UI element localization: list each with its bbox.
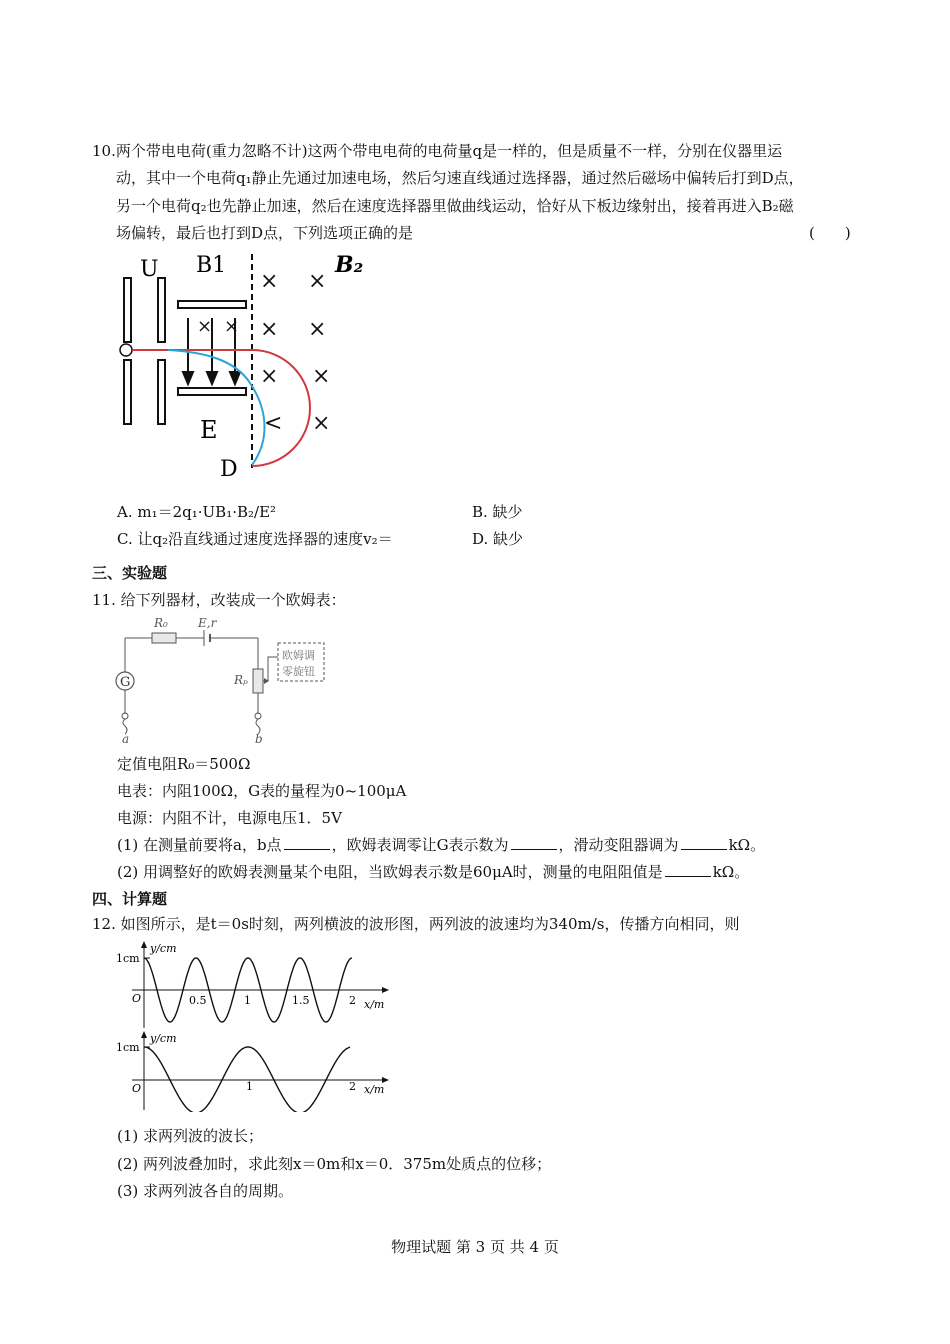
section-4-heading: 四、计算题 bbox=[92, 890, 168, 908]
g2-tick-1: 1 bbox=[246, 1080, 253, 1093]
blank-2 bbox=[511, 835, 557, 850]
page-footer: 物理试题 第 3 页 共 4 页 bbox=[391, 1238, 559, 1256]
g2-amp: 1cm bbox=[116, 1041, 140, 1054]
g1-tick-2: 2 bbox=[349, 994, 356, 1007]
blank-4 bbox=[665, 862, 711, 877]
g1-xlabel: x/m bbox=[364, 998, 385, 1011]
q10-line-2: 动，其中一个电荷q₁静止先通过加速电场，然后匀速直线通过选择器，通过然后磁场中偏转后打到D点， bbox=[116, 169, 804, 187]
g2-xlabel: x/m bbox=[364, 1083, 385, 1096]
q11-r0: 定值电阻R₀＝500Ω bbox=[117, 755, 251, 773]
cross-6: × bbox=[312, 364, 331, 389]
label-E: E bbox=[200, 416, 218, 444]
label-B1: B1 bbox=[196, 253, 227, 278]
wave-graph-1 bbox=[112, 940, 392, 1032]
q11-stem: 11. 给下列器材，改装成一个欧姆表： bbox=[92, 591, 346, 609]
q12-sub-2: (2) 两列波叠加时，求此刻x＝0m和x＝0．375m处质点的位移； bbox=[117, 1155, 552, 1173]
wave-graph-2 bbox=[112, 1030, 392, 1112]
answer-parentheses: ( ) bbox=[809, 224, 851, 242]
cross-b1-2: × bbox=[224, 316, 240, 337]
q11-meter: 电表：内阻100Ω，G表的量程为0~100μA bbox=[117, 782, 407, 800]
q11-p2-b: kΩ。 bbox=[712, 863, 750, 881]
label-Er: E,r bbox=[198, 616, 217, 630]
option-b: B. 缺少 bbox=[472, 503, 523, 521]
g1-origin: O bbox=[132, 992, 142, 1005]
blue-particle-path bbox=[168, 350, 265, 465]
right-plate-lower bbox=[158, 360, 165, 424]
ohmmeter-circuit bbox=[110, 612, 340, 747]
q12-sub-3: (3) 求两列波各自的周期。 bbox=[117, 1182, 294, 1200]
source-hole bbox=[120, 344, 132, 356]
q10-line-4: 场偏转，最后也打到D点，下列选项正确的是 bbox=[116, 224, 414, 242]
option-c: C. 让q₂沿直线通过速度选择器的速度v₂＝ bbox=[117, 530, 393, 548]
option-a: A. m₁＝2q₁·UB₁·B₂/E² bbox=[117, 503, 277, 521]
q11-p1-d: kΩ。 bbox=[728, 836, 766, 854]
cross-1: × bbox=[260, 269, 279, 294]
g2-tick-2: 2 bbox=[349, 1080, 356, 1093]
q11-source: 电源：内阻不计，电源电压1．5V bbox=[117, 809, 342, 827]
q12-sub-1: (1) 求两列波的波长； bbox=[117, 1127, 264, 1145]
label-G: G bbox=[120, 675, 131, 690]
mass-spectrometer-figure bbox=[110, 248, 370, 488]
selector-bottom-plate bbox=[178, 388, 246, 395]
section-3-heading: 三、实验题 bbox=[92, 564, 168, 582]
g1-tick-1: 1 bbox=[244, 994, 251, 1007]
label-D: D bbox=[220, 457, 238, 482]
selector-top-plate bbox=[178, 301, 246, 308]
label-B2: B₂ bbox=[335, 252, 364, 278]
g2-origin: O bbox=[132, 1082, 142, 1095]
knob-label-2: 零旋钮 bbox=[282, 665, 315, 678]
option-d: D. 缺少 bbox=[472, 530, 524, 548]
q11-part-1 bbox=[117, 834, 765, 855]
blank-1 bbox=[284, 835, 330, 850]
q11-p1-c: ，滑动变阻器调为 bbox=[558, 836, 679, 854]
q11-p1-a: (1) 在测量前要将a，b点 bbox=[117, 836, 282, 854]
label-R0: R₀ bbox=[154, 616, 168, 630]
knob-label-1: 欧姆调 bbox=[282, 649, 315, 662]
left-plate-lower bbox=[124, 360, 131, 424]
q11-p1-b: ，欧姆表调零让G表示数为 bbox=[331, 836, 509, 854]
label-Rp: Rₚ bbox=[234, 673, 248, 687]
q10-line-1: 10.两个带电电荷(重力忽略不计)这两个带电电荷的电荷量q是一样的，但是质量不一样，分别在仪器里运 bbox=[92, 142, 783, 160]
terminal-b: b bbox=[255, 732, 263, 746]
q12-stem: 12. 如图所示，是t＝0s时刻，两列横波的波形图，两列波的波速均为340m/s，传播方向相同，则 bbox=[92, 915, 740, 933]
cross-7: < bbox=[264, 411, 283, 436]
right-plate-upper bbox=[158, 278, 165, 342]
q10-line-3: 另一个电荷q₂也先静止加速，然后在速度选择器里做曲线运动，恰好从下板边缘射出，接着再进入B₂磁 bbox=[116, 197, 794, 215]
terminal-a: a bbox=[122, 732, 130, 746]
cross-5: × bbox=[260, 364, 279, 389]
cross-2: × bbox=[308, 269, 327, 294]
label-U: U bbox=[140, 257, 159, 282]
cross-8: × bbox=[312, 411, 331, 436]
cross-b1-1: × bbox=[197, 316, 213, 337]
left-plate-upper bbox=[124, 278, 131, 342]
q11-part-2 bbox=[117, 861, 749, 882]
q11-p2-a: (2) 用调整好的欧姆表测量某个电阻，当欧姆表示数是60μA时，测量的电阻阻值是 bbox=[117, 863, 663, 881]
g2-ylabel: y/cm bbox=[150, 1032, 177, 1045]
g1-amp: 1cm bbox=[116, 952, 140, 965]
g1-tick-0.5: 0.5 bbox=[189, 994, 207, 1007]
g1-ylabel: y/cm bbox=[150, 942, 177, 955]
g1-tick-1.5: 1.5 bbox=[292, 994, 310, 1007]
blank-3 bbox=[681, 835, 727, 850]
cross-3: × bbox=[260, 317, 279, 342]
cross-4: × bbox=[308, 317, 327, 342]
